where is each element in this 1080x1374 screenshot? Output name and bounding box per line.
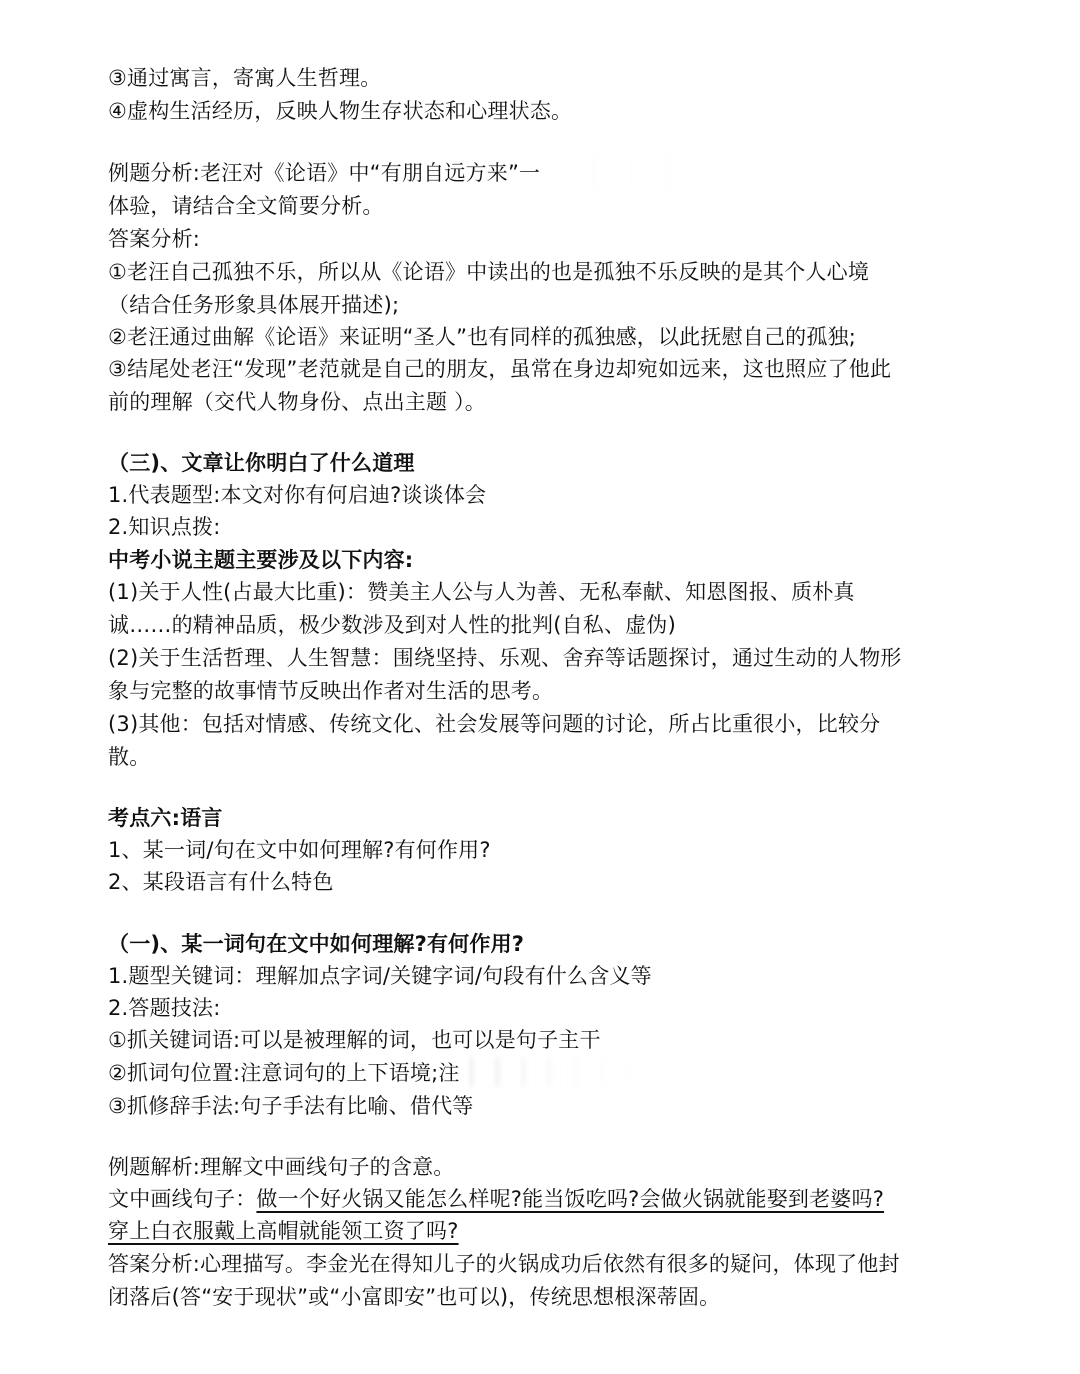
underlined-sentence: 穿上白衣服戴上高帽就能领工资了吗? bbox=[108, 1219, 459, 1243]
text-line: ③通过寓言，寄寓人生哲理。 bbox=[108, 66, 382, 90]
text-line: 2.答题技法: bbox=[108, 996, 221, 1020]
label-text: 文中画线句子： bbox=[108, 1187, 257, 1211]
text-line: 答案分析:心理描写。李金光在得知儿子的火锅成功后依然有很多的疑问，体现了他封 bbox=[108, 1252, 900, 1276]
text-line: 例题分析:老汪对《论语》中“有朋自远方来”一 bbox=[108, 161, 541, 185]
text-line: 例题解析:理解文中画线句子的含意。 bbox=[108, 1155, 455, 1179]
text-line: 1、某一词/句在文中如何理解?有何作用? bbox=[108, 838, 491, 862]
blur-overlay bbox=[560, 153, 1000, 193]
text-line: ②老汪通过曲解《论语》来证明“圣人”也有同样的孤独感，以此抚慰自己的孤独; bbox=[108, 325, 857, 349]
section-heading: （一)、某一词句在文中如何理解?有何作用? bbox=[108, 932, 525, 956]
section-heading: 考点六:语言 bbox=[108, 806, 223, 830]
text-line bbox=[108, 1183, 884, 1215]
text-line: 2、某段语言有什么特色 bbox=[108, 870, 334, 894]
text-line: 答案分析: bbox=[108, 227, 201, 251]
text-line: 诚……的精神品质，极少数涉及到对人性的批判(自私、虚伪) bbox=[108, 613, 676, 637]
text-line: (1)关于人性(占最大比重)：赞美主人公与人为善、无私奉献、知恩图报、质朴真 bbox=[108, 580, 855, 604]
text-line: (3)其他：包括对情感、传统文化、社会发展等问题的讨论，所占比重很小，比较分 bbox=[108, 712, 881, 736]
text-line: 1.代表题型:本文对你有何启迪?谈谈体会 bbox=[108, 483, 487, 507]
text-line: (2)关于生活哲理、人生智慧：围绕坚持、乐观、舍弃等话题探讨，通过生动的人物形 bbox=[108, 646, 902, 670]
section-subheading: 中考小说主题主要涉及以下内容: bbox=[108, 548, 414, 572]
text-line: （结合任务形象具体展开描述); bbox=[108, 293, 400, 317]
text-line: ①老汪自己孤独不乐，所以从《论语》中读出的也是孤独不乐反映的是其个人心境 bbox=[108, 260, 870, 284]
section-heading: （三)、文章让你明白了什么道理 bbox=[108, 451, 415, 475]
text-line: 体验，请结合全文简要分析。 bbox=[108, 194, 384, 218]
text-line: ②抓词句位置:注意词句的上下语境;注 bbox=[108, 1061, 460, 1085]
text-line: 象与完整的故事情节反映出作者对生活的思考。 bbox=[108, 679, 554, 703]
text-line: ①抓关键词语:可以是被理解的词，也可以是句子主干 bbox=[108, 1028, 601, 1052]
underlined-sentence: 做一个好火锅又能怎么样呢?能当饭吃吗?会做火锅就能娶到老婆吗? bbox=[256, 1187, 885, 1211]
text-line: ③结尾处老汪“发现”老范就是自己的朋友，虽常在身边却宛如远来，这也照应了他此 bbox=[108, 357, 892, 381]
text-line: 散。 bbox=[108, 745, 151, 769]
text-line: ④虚构生活经历，反映人物生存状态和心理状态。 bbox=[108, 99, 573, 123]
blur-overlay bbox=[470, 1053, 940, 1093]
text-line: 前的理解（交代人物身份、点出主题 ）。 bbox=[108, 390, 486, 414]
text-line: 闭落后(答“安于现状”或“小富即安”也可以)，传统思想根深蒂固。 bbox=[108, 1285, 721, 1309]
text-line: ③抓修辞手法:句子手法有比喻、借代等 bbox=[108, 1094, 474, 1118]
text-line: 2.知识点拨: bbox=[108, 515, 221, 539]
text-line: 1.题型关键词：理解加点字词/关键字词/句段有什么含义等 bbox=[108, 964, 652, 988]
